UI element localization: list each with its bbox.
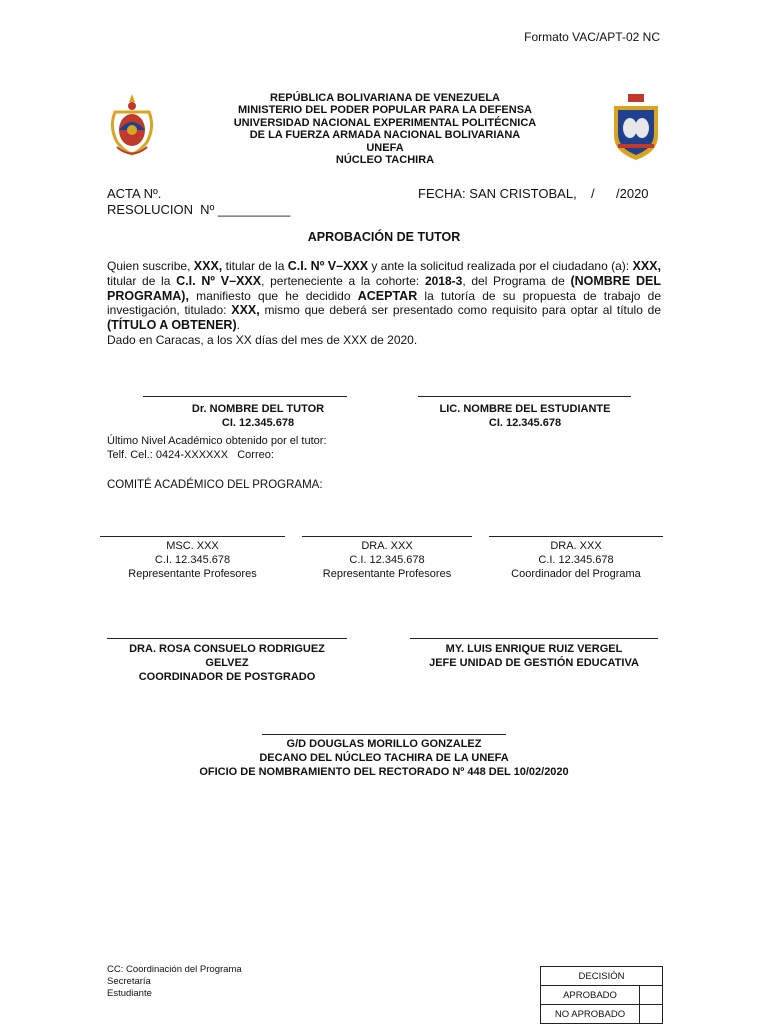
committee-member-ci: C.I. 12.345.678 xyxy=(538,554,614,566)
decision-table xyxy=(540,966,663,1024)
format-code: Formato VAC/APT-02 NC xyxy=(524,30,660,44)
tutor-signature-line xyxy=(143,396,347,397)
body-text: mismo que deberá ser presentado como requisito para optar al título de xyxy=(259,303,662,318)
tutor-name: Dr. NOMBRE DEL TUTOR xyxy=(191,403,325,415)
committee-member xyxy=(302,539,472,581)
committee-member xyxy=(489,539,663,581)
cc-line: Estudiante xyxy=(107,988,152,999)
chief-role: JEFE UNIDAD DE GESTIÓN EDUCATIVA xyxy=(429,657,639,669)
date-year: /2020 xyxy=(616,186,649,201)
dean-signature-line xyxy=(262,734,506,735)
resolution-number: RESOLUCION Nº __________ xyxy=(107,202,291,217)
institution-header xyxy=(160,92,610,166)
coordinator-name-cont: GELVEZ xyxy=(205,657,249,669)
not-approved-label: NO APROBADO xyxy=(541,1005,640,1024)
body-text: titular de la xyxy=(107,273,177,288)
cc-line: CC: Coordinación del Programa xyxy=(107,964,242,975)
cohort: 2018-3 xyxy=(424,273,463,288)
decision-header: DECISIÓN xyxy=(541,967,663,986)
cc-line: Secretaría xyxy=(107,976,151,987)
committee-member-role: Coordinador del Programa xyxy=(511,568,641,580)
body-text: , perteneciente a la cohorte: xyxy=(261,273,425,288)
student-signature-line xyxy=(418,396,631,397)
chief-name: MY. LUIS ENRIQUE RUIZ VERGEL xyxy=(445,643,623,655)
body-text: la tutoría de su propuesta de trabajo de investigación, titulado: xyxy=(107,288,661,318)
header-line: REPÚBLICA BOLIVARIANA DE VENEZUELA xyxy=(270,92,500,104)
student-ci: C.I. Nº V–XXX xyxy=(176,273,262,288)
dean-role: DECANO DEL NÚCLEO TACHIRA DE LA UNEFA xyxy=(259,752,509,764)
header-line: UNIVERSIDAD NACIONAL EXPERIMENTAL POLITÉCNICA xyxy=(233,116,537,129)
program-name: (NOMBRE DEL PROGRAMA), xyxy=(107,273,661,303)
dean-name: G/D DOUGLAS MORILLO GONZALEZ xyxy=(286,738,482,750)
student-placeholder: XXX, xyxy=(632,259,661,273)
tutor-signature-block xyxy=(143,402,373,430)
cc-list xyxy=(107,964,242,1000)
dean-signature-block xyxy=(134,737,634,779)
header-line: DE LA FUERZA ARMADA NACIONAL BOLIVARIANA xyxy=(249,129,521,142)
tutor-ci: C.I. Nº V–XXX xyxy=(287,259,369,273)
thesis-title: XXX, xyxy=(231,303,260,318)
tutor-level-label: Último Nivel Académico obtenido por el tutor: xyxy=(107,435,327,447)
committee-member-role: Representante Profesores xyxy=(322,568,452,580)
header-line: MINISTERIO DEL PODER POPULAR PARA LA DEFENSA xyxy=(238,104,532,117)
tutor-contact: Telf. Cel.: 0424-XXXXXX Correo: xyxy=(107,448,274,461)
student-signature-block xyxy=(410,402,640,430)
body-text: manifiesto que he decidido xyxy=(188,288,358,303)
coordinator-signature-line xyxy=(107,638,347,639)
committee-member xyxy=(100,539,285,581)
committee-member-name: DRA. XXX xyxy=(361,540,413,552)
committee-member-role: Representante Profesores xyxy=(128,568,257,580)
degree-title: (TÍTULO A OBTENER) xyxy=(107,318,237,333)
accept-word: ACEPTAR xyxy=(357,288,418,303)
committee-member-name: MSC. XXX xyxy=(166,540,219,552)
committee-label: COMITÉ ACADÉMICO DEL PROGRAMA: xyxy=(107,479,323,491)
committee-member-name: DRA. XXX xyxy=(550,540,602,552)
committee-member-ci: C.I. 12.345.678 xyxy=(154,554,231,566)
coat-of-arms-emblem xyxy=(107,92,157,162)
committee-signature-line xyxy=(489,536,663,537)
unefa-shield-emblem xyxy=(610,92,662,162)
student-name: LIC. NOMBRE DEL ESTUDIANTE xyxy=(439,403,611,415)
date-label: FECHA: SAN CRISTOBAL, xyxy=(418,186,577,201)
body-text: Quien suscribe, xyxy=(107,259,194,273)
header-line: UNEFA xyxy=(366,141,404,154)
tutor-placeholder: XXX, xyxy=(193,259,223,273)
student-ci-text: CI. 12.345.678 xyxy=(488,417,562,429)
tutor-extra-info xyxy=(107,435,327,462)
header-line: NÚCLEO TACHIRA xyxy=(335,154,435,167)
approved-label: APROBADO xyxy=(541,986,640,1005)
not-approved-checkbox[interactable] xyxy=(640,1005,663,1024)
committee-member-ci: C.I. 12.345.678 xyxy=(349,554,425,566)
chief-signature-block xyxy=(410,642,658,670)
committee-signature-line xyxy=(100,536,285,537)
acta-number: ACTA Nº. xyxy=(107,186,162,201)
coordinator-role: COORDINADOR DE POSTGRADO xyxy=(138,671,316,683)
body-text: . xyxy=(236,318,240,333)
body-text: titular de la xyxy=(222,259,288,273)
dean-appointment: OFICIO DE NOMBRAMIENTO DEL RECTORADO Nº 448 DEL 10/02/2020 xyxy=(199,766,569,778)
body-text: y ante la solicitud realizada por el ciudadano (a): xyxy=(368,259,633,273)
coordinator-signature-block xyxy=(107,642,347,684)
approved-checkbox[interactable] xyxy=(640,986,663,1005)
body-text: , del Programa de xyxy=(462,273,571,288)
tutor-ci-text: CI. 12.345.678 xyxy=(221,417,295,429)
closing-line: Dado en Caracas, a los XX días del mes de XXX de 2020. xyxy=(107,332,418,347)
document-title: APROBACIÓN DE TUTOR xyxy=(307,230,461,244)
chief-signature-line xyxy=(410,638,658,639)
approval-paragraph xyxy=(107,259,661,348)
committee-signature-line xyxy=(302,536,472,537)
coordinator-name: DRA. ROSA CONSUELO RODRIGUEZ xyxy=(129,643,325,655)
date-separator: / xyxy=(591,186,595,201)
